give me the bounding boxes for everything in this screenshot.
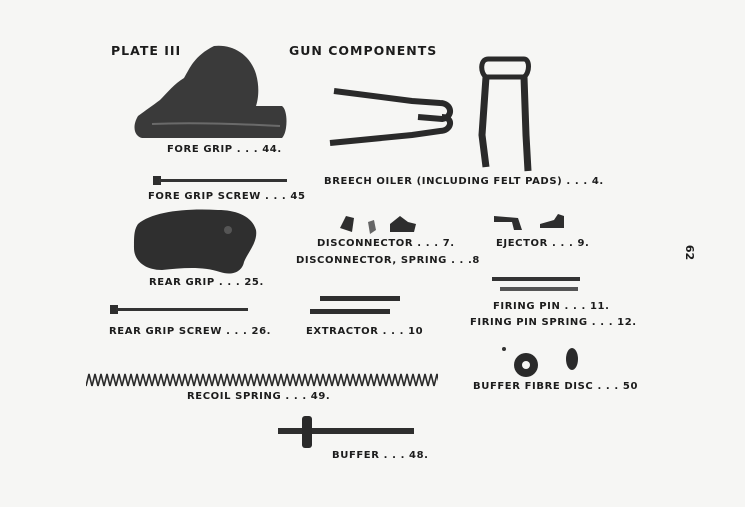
rear-grip-image xyxy=(132,208,260,276)
breech-oiler-right-image xyxy=(474,55,536,175)
page-title: GUN COMPONENTS xyxy=(289,43,438,58)
rear-grip-screw-label: REAR GRIP SCREW . . . 26. xyxy=(109,326,272,337)
fore-grip-label: FORE GRIP . . . 44. xyxy=(167,144,282,155)
ejector-label: EJECTOR . . . 9. xyxy=(496,238,590,249)
plate-label: PLATE III xyxy=(111,43,182,58)
disconnector-image xyxy=(338,214,420,236)
rear-grip-screw-image xyxy=(110,304,250,316)
rear-grip-label: REAR GRIP . . . 25. xyxy=(149,277,264,288)
extractor-label: EXTRACTOR . . . 10 xyxy=(306,326,424,337)
firing-pin-image xyxy=(492,275,582,295)
fore-grip-screw-image xyxy=(153,175,289,187)
firing-pin-spring-label: FIRING PIN SPRING . . . 12. xyxy=(470,317,637,328)
buffer-image xyxy=(278,414,418,450)
disconnector-label: DISCONNECTOR . . . 7. xyxy=(317,238,455,249)
fore-grip-image xyxy=(132,44,290,142)
buffer-label: BUFFER . . . 48. xyxy=(332,450,429,461)
recoil-spring-image xyxy=(86,373,438,387)
breech-oiler-left-image xyxy=(328,87,456,152)
recoil-spring-label: RECOIL SPRING . . . 49. xyxy=(187,391,331,402)
disconnector-spring-label: DISCONNECTOR, SPRING . . .8 xyxy=(296,255,480,266)
page-number: 62 xyxy=(683,244,697,261)
ejector-image xyxy=(492,212,574,232)
fore-grip-screw-label: FORE GRIP SCREW . . . 45 xyxy=(148,191,306,202)
breech-oiler-label: BREECH OILER (INCLUDING FELT PADS) . . . 4. xyxy=(324,176,604,187)
buffer-fibre-disc-label: BUFFER FIBRE DISC . . . 50 xyxy=(473,381,639,392)
buffer-fibre-disc-image xyxy=(500,343,584,379)
extractor-image xyxy=(310,294,402,318)
firing-pin-label: FIRING PIN . . . 11. xyxy=(493,301,610,312)
